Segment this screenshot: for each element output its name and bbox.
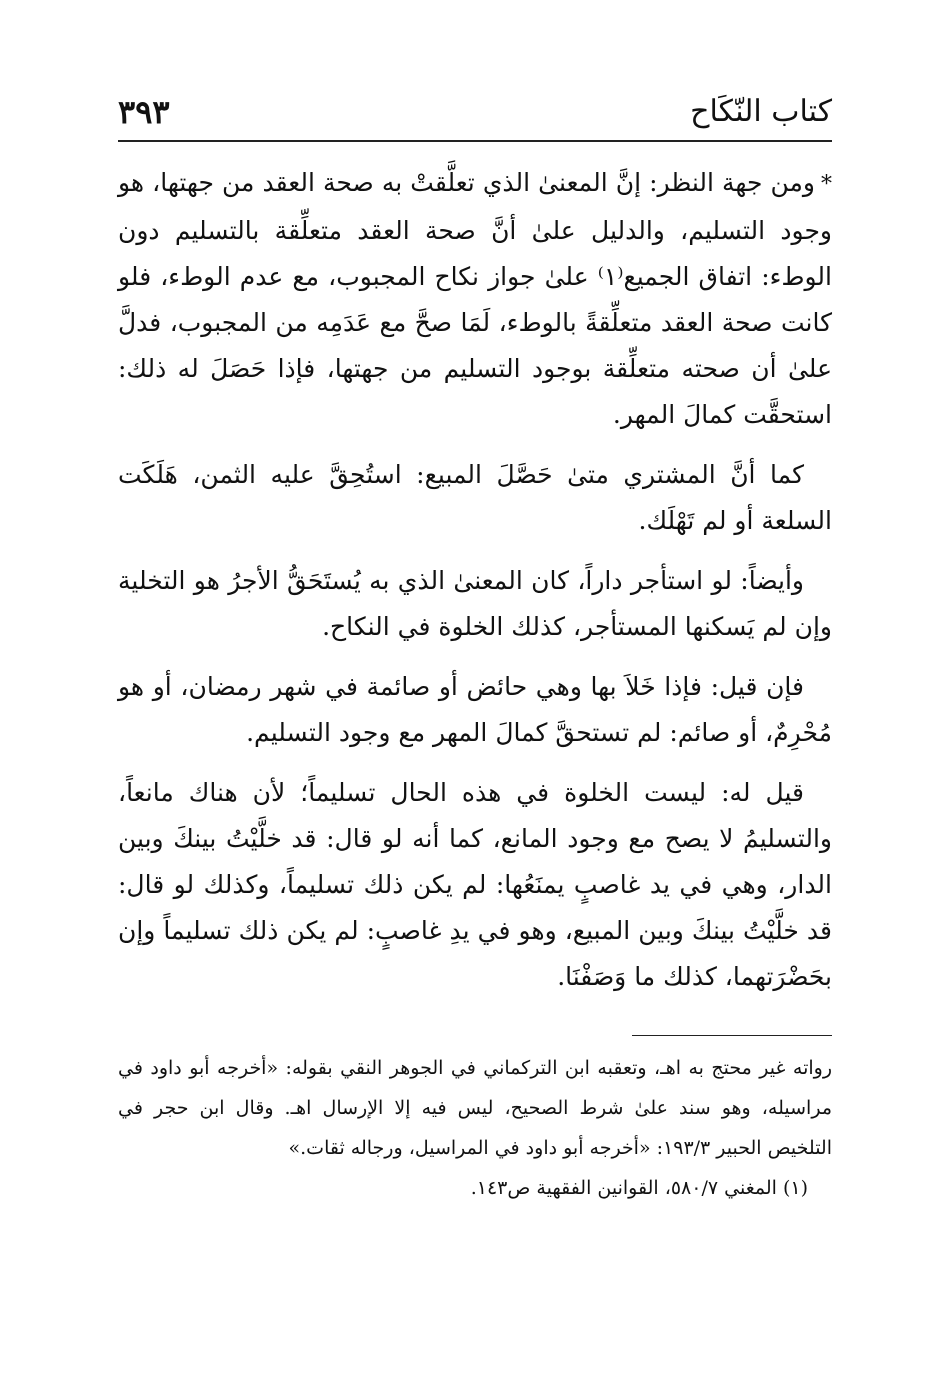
paragraph-1-text: ومن جهة النظر: إنَّ المعنىٰ الذي تعلَّقتْ به صحة العقد من جهتها، هو وجود التسليم، والدليل علىٰ أنَّ صحة العقد متعلِّقة بالتسليم دون الوطء: اتفاق الجميع⁽١⁾ علىٰ جواز نكاح المجبوب، مع عدم الوطء، فلو كانت صحة العقد متعلِّقةً بالوطء، لَمَا صحَّ مع عَدَمِه من المجبوب، فدلَّ علىٰ أن صحته متعلِّقة بوجود التسليم من جهتها، فإذا حَصَلَ له ذلك: استحقَّت كمالَ المهر. — [118, 168, 832, 429]
footnote-rule — [632, 1035, 832, 1036]
page-header — [118, 82, 832, 132]
footnotes — [118, 1048, 832, 1208]
paragraph-3: وأيضاً: لو استأجر داراً، كان المعنىٰ الذي به يُستَحَقُّ الأجرُ هو التخلية وإن لم يَسكنها المستأجر، كذلك الخلوة في النكاح. — [118, 566, 832, 641]
header-rule — [118, 140, 832, 142]
star-icon: * — [821, 172, 832, 197]
running-title: كتاب النّكَاح — [690, 94, 832, 129]
page-number: ٣٩٣ — [118, 93, 170, 131]
paragraph-4: فإن قيل: فإذا خَلاَ بها وهي حائض أو صائمة في شهر رمضان، أو هو مُحْرِمٌ، أو صائم: لم تستحقَّ كمالَ المهر مع وجود التسليم. — [118, 672, 832, 747]
main-text — [118, 160, 832, 1014]
footnote-continuation: رواته غير محتج به اهـ، وتعقبه ابن التركماني في الجوهر النقي بقوله: «أخرجه أبو داود في مراسيله، وهو سند علىٰ شرط الصحيح، ليس فيه إلا الإرسال اهـ. وقال ابن حجر في التلخيص الحبير ١٩٣/٣: «أخرجه أبو داود في المراسيل، ورجاله ثقات.» — [118, 1057, 832, 1159]
paragraph-5: قيل له: ليست الخلوة في هذه الحال تسليماً؛ لأن هناك مانعاً، والتسليمُ لا يصح مع وجود المانع، كما أنه لو قال: قد خلَّيْتُ بينكَ وبين الدار، وهي في يد غاصبٍ يمنَعُها: لم يكن ذلك تسليماً، وكذلك لو قال: قد خلَّيْتُ بينكَ وبين المبيع، وهو في يدِ غاصبٍ: لم يكن ذلك تسليماً وإن بحَضْرَتهما، كذلك ما وَصَفْنَا. — [118, 778, 832, 991]
footnote-1: (١) المغني ٥٨٠/٧، القوانين الفقهية ص١٤٣. — [470, 1177, 808, 1199]
paragraph-1 — [118, 160, 832, 438]
paragraph-2: كما أنَّ المشتري متىٰ حَصَّلَ المبيع: استُحِقَّ عليه الثمن، هَلَكَت السلعة أو لم تَهْلَك. — [118, 460, 832, 535]
